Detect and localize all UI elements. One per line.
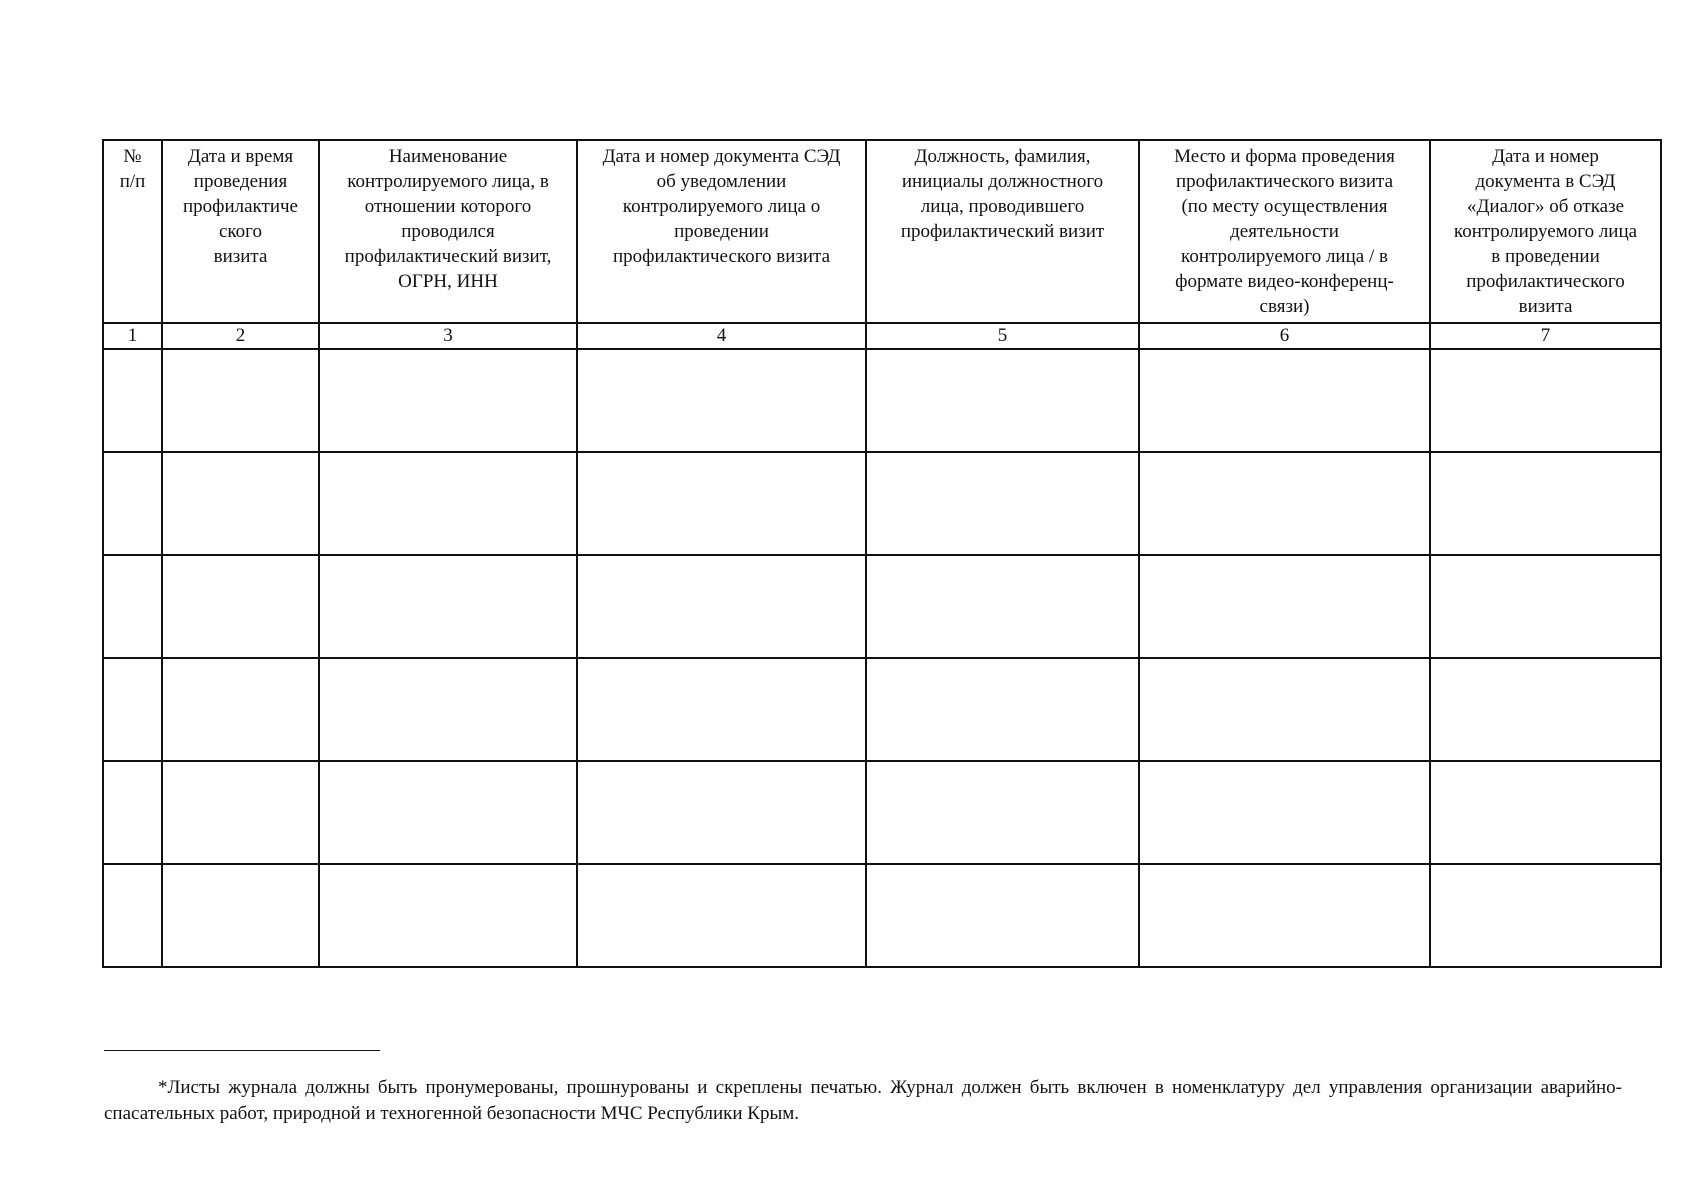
column-number: 1 [103, 323, 162, 349]
column-header-official: Должность, фамилия, инициалы должностного лица, проводившего профилактический визит [866, 140, 1139, 323]
table-cell [103, 452, 162, 555]
table-row [103, 864, 1661, 967]
table-cell [1430, 761, 1661, 864]
column-number: 3 [319, 323, 577, 349]
table-cell [866, 349, 1139, 452]
table-cell [1430, 349, 1661, 452]
table-cell [577, 555, 866, 658]
table-cell [577, 452, 866, 555]
table-cell [162, 452, 319, 555]
table-cell [103, 555, 162, 658]
footnote-separator [104, 1050, 380, 1051]
visit-journal-table [102, 139, 1662, 968]
table-cell [162, 658, 319, 761]
table-row [103, 349, 1661, 452]
table-cell [319, 864, 577, 967]
table-cell [319, 452, 577, 555]
table-cell [1139, 864, 1430, 967]
table-cell [866, 864, 1139, 967]
column-number: 2 [162, 323, 319, 349]
table-cell [162, 864, 319, 967]
table-cell [1430, 864, 1661, 967]
table-cell [319, 658, 577, 761]
table-cell [866, 761, 1139, 864]
column-number: 5 [866, 323, 1139, 349]
column-number: 7 [1430, 323, 1661, 349]
column-header-visit-place-form: Место и форма проведения профилактического визита (по месту осуществления деятельности контролируемого лица / в формате видео-конференц- связи) [1139, 140, 1430, 323]
column-number: 4 [577, 323, 866, 349]
table-cell [103, 658, 162, 761]
table-cell [866, 452, 1139, 555]
table-cell [866, 555, 1139, 658]
table-cell [1430, 452, 1661, 555]
table-row [103, 452, 1661, 555]
table-cell [1139, 658, 1430, 761]
column-number: 6 [1139, 323, 1430, 349]
footnote-text: *Листы журнала должны быть пронумерованы, прошнурованы и скреплены печатью. Журнал должен быть включен в номенклатуру дел управления организации аварийно-спасательных работ, природной и техногенной безопасности МЧС Республики Крым. [104, 1077, 1622, 1124]
table-row [103, 761, 1661, 864]
column-header-visit-datetime: Дата и время проведения профилактиче ского визита [162, 140, 319, 323]
table-cell [577, 658, 866, 761]
table-cell [103, 864, 162, 967]
table-cell [1139, 761, 1430, 864]
table-cell [319, 555, 577, 658]
table-cell [1139, 349, 1430, 452]
table-cell [1430, 555, 1661, 658]
table-cell [162, 555, 319, 658]
column-header-controlled-entity: Наименование контролируемого лица, в отношении которого проводился профилактический визит, ОГРН, ИНН [319, 140, 577, 323]
column-number-row [103, 323, 1661, 349]
table-row [103, 658, 1661, 761]
table-cell [162, 761, 319, 864]
table-cell [577, 864, 866, 967]
table-cell [577, 349, 866, 452]
column-header-number: № п/п [103, 140, 162, 323]
table-cell [162, 349, 319, 452]
table-header-row [103, 140, 1661, 323]
column-header-notification-document: Дата и номер документа СЭД об уведомлении контролируемого лица о проведении профилактического визита [577, 140, 866, 323]
column-header-refusal-document: Дата и номер документа в СЭД «Диалог» об отказе контролируемого лица в проведении профилактического визита [1430, 140, 1661, 323]
table-cell [1139, 452, 1430, 555]
table-cell [866, 658, 1139, 761]
table-cell [577, 761, 866, 864]
table-cell [1430, 658, 1661, 761]
table-cell [1139, 555, 1430, 658]
table-cell [103, 761, 162, 864]
table-cell [103, 349, 162, 452]
table-cell [319, 349, 577, 452]
table-cell [319, 761, 577, 864]
table-row [103, 555, 1661, 658]
